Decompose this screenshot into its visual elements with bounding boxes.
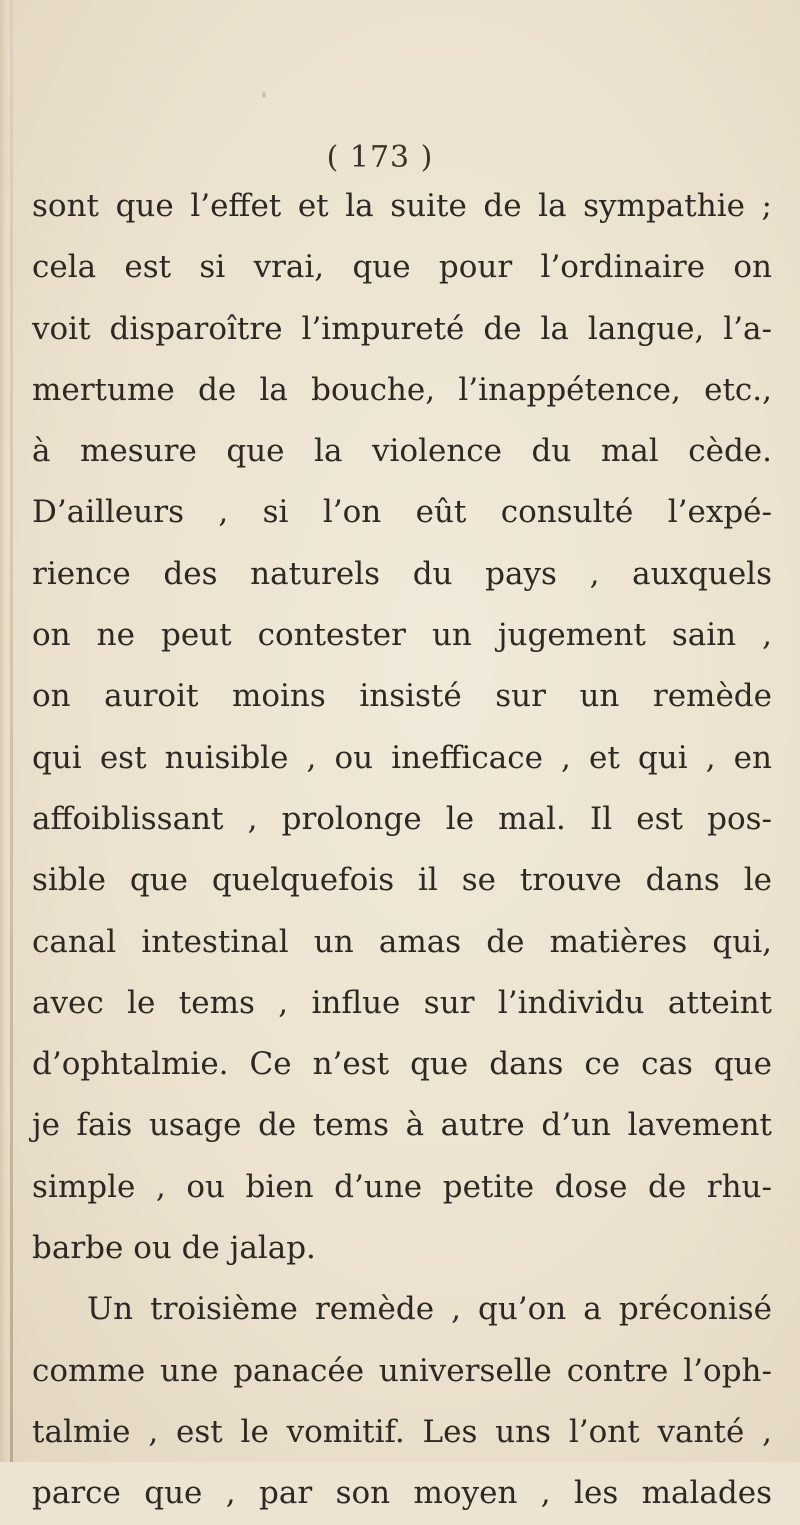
text-line: mertume de la bouche, l’inappétence, etc.,	[32, 371, 772, 408]
text-line: cela est si vrai, que pour l’ordinaire on	[32, 249, 772, 286]
text-line: comme une panacée universelle contre l’oph-	[32, 1352, 772, 1389]
page-number-text: ( 173 )	[326, 140, 434, 175]
text-line: barbe ou de jalap.	[32, 1230, 316, 1267]
body-text	[32, 176, 772, 1525]
text-line: on auroit moins insisté sur un remède	[32, 678, 772, 715]
page-edge-shadow	[0, 0, 6, 1462]
text-line: simple , ou bien d’une petite dose de rhu-	[32, 1168, 772, 1205]
text-line: on ne peut contester un jugement sain ,	[32, 617, 772, 654]
text-line: canal intestinal un amas de matières qui,	[32, 923, 772, 960]
text-line: qui est nuisible , ou inefficace , et qui , en	[32, 739, 772, 776]
text-line: sible que quelquefois il se trouve dans le	[32, 862, 772, 899]
text-line: affoiblissant , prolonge le mal. Il est pos-	[32, 800, 772, 837]
page-number	[0, 140, 800, 175]
text-line: avec le tems , influe sur l’individu atteint	[32, 984, 772, 1021]
text-line: D’ailleurs , si l’on eût consulté l’expé-	[32, 494, 772, 531]
text-line: talmie , est le vomitif. Les uns l’ont vanté ,	[32, 1413, 772, 1450]
text-line: rience des naturels du pays , auxquels	[32, 555, 772, 592]
paper-speck	[262, 92, 266, 98]
binding-gutter	[10, 0, 13, 1462]
text-line-paragraph-start: Un troisième remède , qu’on a préconisé	[87, 1291, 772, 1328]
text-line: parce que , par son moyen , les malades	[32, 1475, 772, 1512]
text-line: voit disparoître l’impureté de la langue, l’a-	[32, 310, 772, 347]
text-line: à mesure que la violence du mal cède.	[32, 433, 772, 470]
text-line: je fais usage de tems à autre d’un lavement	[32, 1107, 772, 1144]
text-line: sont que l’effet et la suite de la sympathie ;	[32, 188, 772, 224]
text-line: d’ophtalmie. Ce n’est que dans ce cas que	[32, 1046, 772, 1083]
